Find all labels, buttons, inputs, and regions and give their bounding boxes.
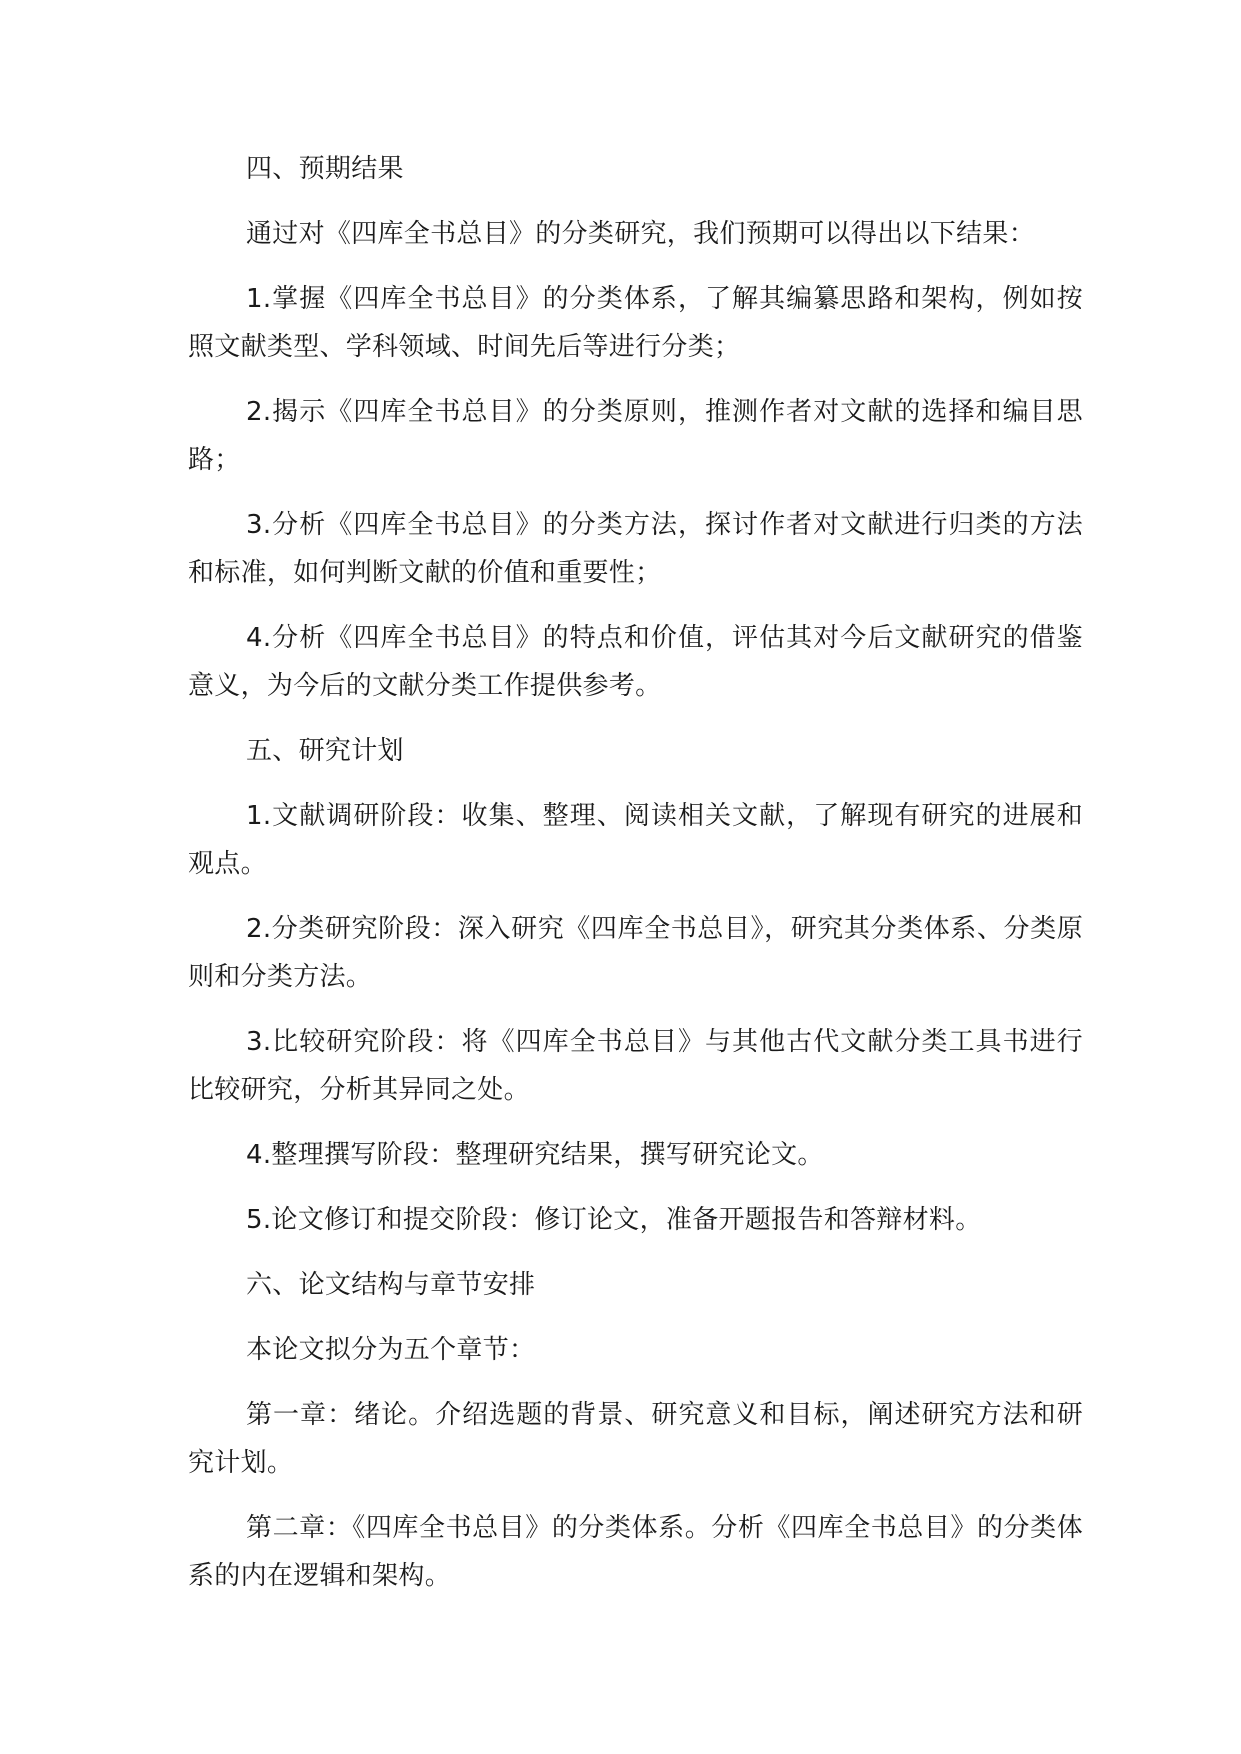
heading-thesis-structure: 六、论文结构与章节安排 [246,1270,536,1300]
paragraph-chapter-intro: 本论文拟分为五个章节： [246,1335,536,1365]
plan-item-5: 5.论文修订和提交阶段：修订论文，准备开题报告和答辩材料。 [246,1205,982,1235]
result-item-4: 4.分析《四库全书总目》的特点和价值，评估其对今后文献研究的借鉴意义，为今后的文献分类工作提供参考。 [188,623,1083,701]
document-page [188,145,1083,1617]
heading-expected-results: 四、预期结果 [246,154,404,184]
heading-research-plan: 五、研究计划 [246,736,404,766]
paragraph-intro-results: 通过对《四库全书总目》的分类研究，我们预期可以得出以下结果： [246,219,1036,249]
result-item-2: 2.揭示《四库全书总目》的分类原则，推测作者对文献的选择和编目思路； [188,397,1083,475]
plan-item-1: 1.文献调研阶段：收集、整理、阅读相关文献，了解现有研究的进展和观点。 [188,801,1083,879]
result-item-1: 1.掌握《四库全书总目》的分类体系，了解其编纂思路和架构，例如按照文献类型、学科领域、时间先后等进行分类； [188,284,1083,362]
plan-item-4: 4.整理撰写阶段：整理研究结果，撰写研究论文。 [246,1140,824,1170]
plan-item-2: 2.分类研究阶段：深入研究《四库全书总目》，研究其分类体系、分类原则和分类方法。 [188,914,1083,992]
chapter-item-2: 第二章：《四库全书总目》的分类体系。分析《四库全书总目》的分类体系的内在逻辑和架构。 [188,1513,1083,1591]
plan-item-3: 3.比较研究阶段：将《四库全书总目》与其他古代文献分类工具书进行比较研究，分析其异同之处。 [188,1027,1083,1105]
result-item-3: 3.分析《四库全书总目》的分类方法，探讨作者对文献进行归类的方法和标准，如何判断文献的价值和重要性； [188,510,1083,588]
chapter-item-1: 第一章：绪论。介绍选题的背景、研究意义和目标，阐述研究方法和研究计划。 [188,1400,1083,1478]
